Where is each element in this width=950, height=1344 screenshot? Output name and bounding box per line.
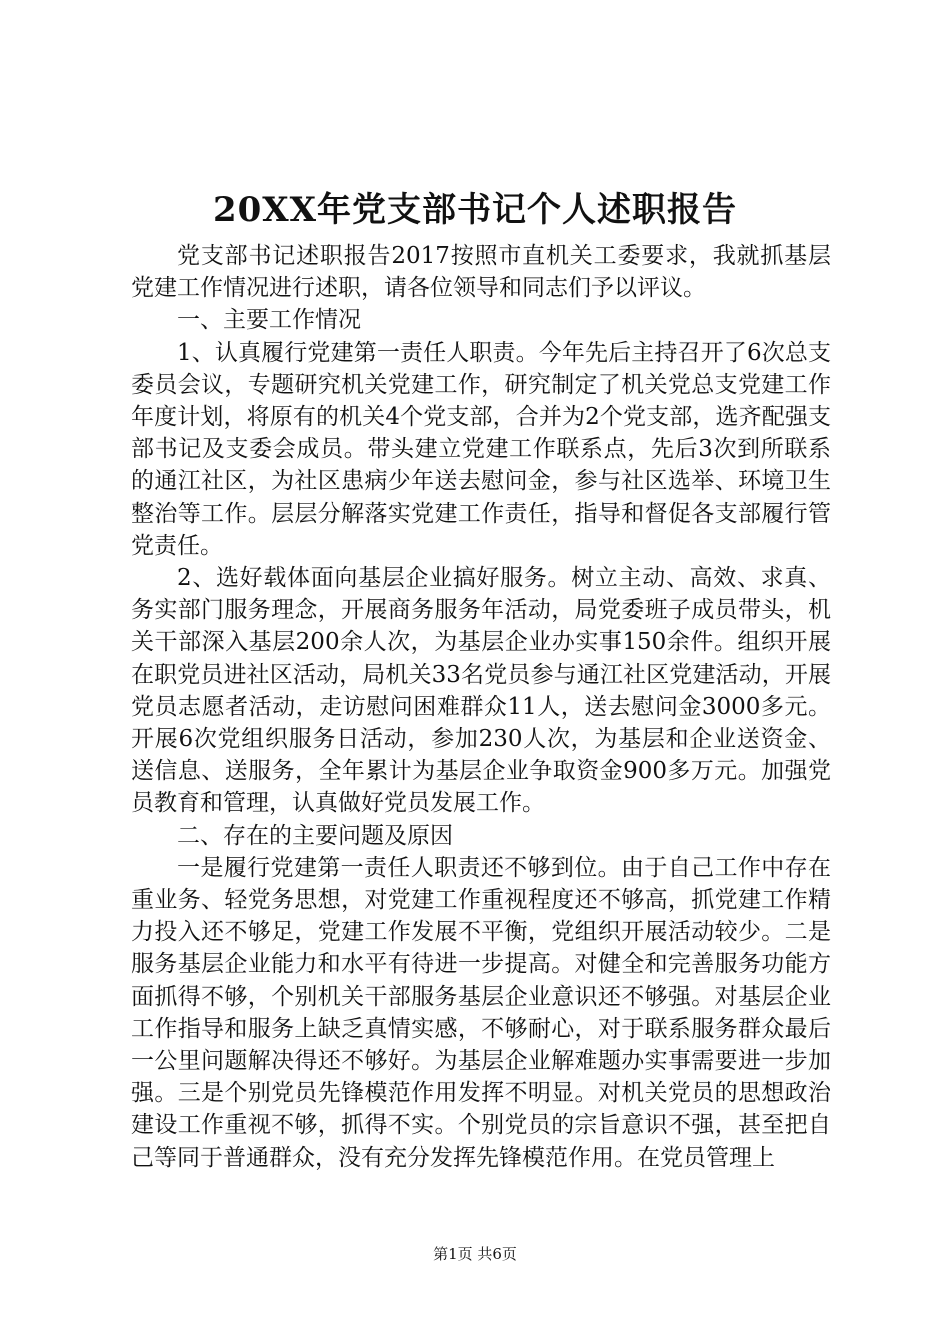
section-heading-2: 二、存在的主要问题及原因	[177, 822, 453, 849]
document-title: 20XX年党支部书记个人述职报告	[212, 190, 738, 230]
paragraph-item-2: 2、选好载体面向基层企业搞好服务。树立主动、高效、求真、务实部门服务理念，开展商务服务年活动，局党委班子成员带头，机关干部深入基层200余人次，为基层企业办实事150余件。组织开展在职党员进社区活动，局机关33名党员参与通江社区党建活动，开展党员志愿者活动，走访慰问困难群众11人，送去慰问金3000多元。开展6次党组织服务日活动，参加230人次，为基层和企业送资金、送信息、送服务，全年累计为基层企业争取资金900多万元。加强党员教育和管理，认真做好党员发展工作。	[131, 565, 831, 817]
section-heading-1: 一、主要工作情况	[177, 307, 361, 334]
paragraph-item-1: 1、认真履行党建第一责任人职责。今年先后主持召开了6次总支委员会议，专题研究机关党建工作，研究制定了机关党总支党建工作年度计划，将原有的机关4个党支部，合并为2个党支部，选齐配强支部书记及支委会成员。带头建立党建工作联系点，先后3次到所联系的通江社区，为社区患病少年送去慰问金，参与社区选举、环境卫生整治等工作。层层分解落实党建工作责任，指导和督促各支部履行管党责任。	[131, 339, 831, 559]
page-footer: 第1页 共6页	[433, 1245, 517, 1263]
paragraph-problems: 一是履行党建第一责任人职责还不够到位。由于自己工作中存在重业务、轻党务思想，对党建工作重视程度还不够高，抓党建工作精力投入还不够足，党建工作发展不平衡，党组织开展活动较少。二是服务基层企业能力和水平有待进一步提高。对健全和完善服务功能方面抓得不够，个别机关干部服务基层企业意识还不够强。对基层企业工作指导和服务上缺乏真情实感，不够耐心，对于联系服务群众最后一公里问题解决得还不够好。为基层企业解难题办实事需要进一步加强。三是个别党员先锋模范作用发挥不明显。对机关党员的思想政治建设工作重视不够，抓得不实。个别党员的宗旨意识不强，甚至把自己等同于普通群众，没有充分发挥先锋模范作用。在党员管理上	[131, 854, 831, 1171]
document-body	[131, 240, 831, 1174]
paragraph-intro: 党支部书记述职报告2017按照市直机关工委要求，我就抓基层党建工作情况进行述职，请各位领导和同志们予以评议。	[131, 243, 831, 302]
